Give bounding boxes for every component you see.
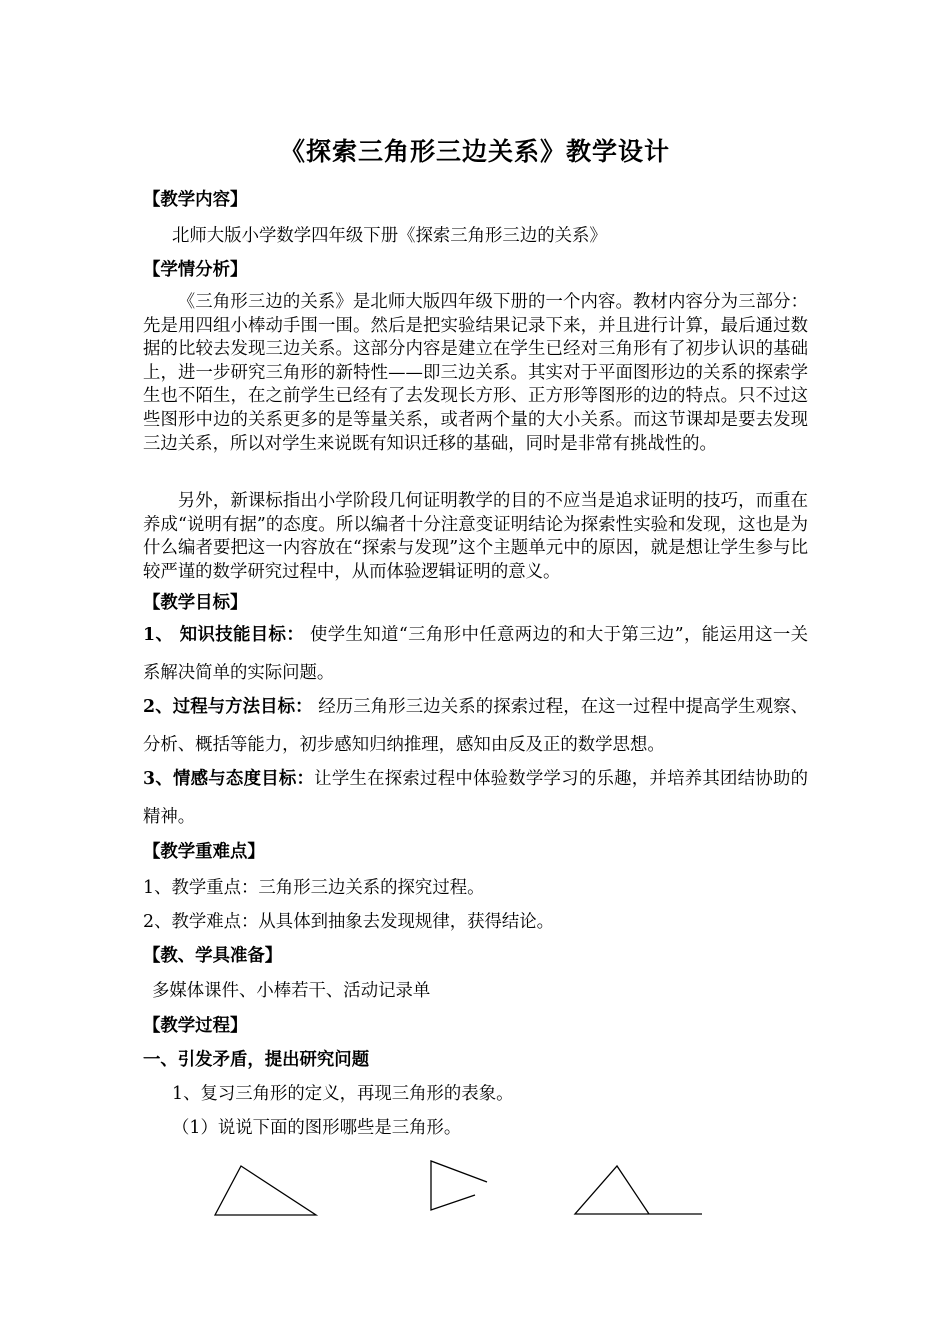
triangle-shape (215, 1166, 316, 1215)
process-sub-1: 1、复习三角形的定义，再现三角形的表象。 (172, 1084, 514, 1104)
section-heading-process: 【教学过程】 (143, 1016, 248, 1036)
prep-text: 多媒体课件、小棒若干、活动记录单 (152, 981, 431, 1001)
keypoint-1: 1、教学重点：三角形三边关系的探究过程。 (143, 878, 485, 898)
process-step-1: 一、引发矛盾，提出研究问题 (143, 1050, 370, 1070)
content-text: 北师大版小学数学四年级下册《探索三角形三边的关系》 (172, 226, 607, 246)
goal-2 (143, 688, 808, 764)
open-angle-shape-1 (431, 1161, 487, 1210)
section-heading-prep: 【教、学具准备】 (143, 946, 283, 966)
goal-2-text: 经历三角形三边关系的探索过程，在这一过程中提高学生观察、分析、概括等能力，初步感知归纳推理，感知由反及正的数学思想。 (143, 697, 809, 755)
open-angle-shape-2 (575, 1166, 702, 1214)
goal-1-text: 使学生知道“三角形中任意两边的和大于第三边”，能运用这一关系解决简单的实际问题。 (143, 625, 809, 683)
goal-2-label: 2、过程与方法目标： (143, 697, 313, 717)
goal-3-label: 3、情感与态度目标： (143, 769, 315, 789)
analysis-paragraph-1: 《三角形三边的关系》是北师大版四年级下册的一个内容。教材内容分为三部分：先是用四组小棒动手围一围。然后是把实验结果记录下来，并且进行计算，最后通过数据的比较去发现三边关系。这部分内容是建立在学生已经对三角形有了初步认识的基础上，进一步研究三角形的新特性——即三边关系。其实对于平面图形边的关系的探索学生也不陌生，在之前学生已经有了去发现长方形、正方形等图形的边的特点。只不过这些图形中边的关系更多的是等量关系，或者两个量的大小关系。而这节课却是要去发现三边关系，所以对学生来说既有知识迁移的基础，同时是非常有挑战性的。 (143, 292, 808, 454)
process-sub-1a: （1）说说下面的图形哪些是三角形。 (172, 1118, 462, 1138)
section-heading-keypoints: 【教学重难点】 (143, 842, 265, 862)
section-heading-content: 【教学内容】 (143, 190, 248, 210)
goal-1 (143, 616, 808, 692)
keypoint-2: 2、教学难点：从具体到抽象去发现规律，获得结论。 (143, 912, 555, 932)
section-heading-analysis: 【学情分析】 (143, 260, 248, 280)
goal-3 (143, 760, 808, 836)
goal-3-text: 让学生在探索过程中体验数学学习的乐趣，并培养其团结协助的精神。 (143, 769, 808, 827)
analysis-paragraph-2: 另外，新课标指出小学阶段几何证明教学的目的不应当是追求证明的技巧，而重在养成“说明有据”的态度。所以编者十分注意变证明结论为探索性实验和发现，这也是为什么编者要把这一内容放在“探索与发现”这个主题单元中的原因，就是想让学生参与比较严谨的数学研究过程中，从而体验逻辑证明的意义。 (143, 491, 808, 582)
document-title: 《探索三角形三边关系》教学设计 (279, 137, 670, 166)
section-heading-goals: 【教学目标】 (143, 593, 248, 613)
shape-figures (0, 1150, 950, 1230)
goal-1-label: 1、 知识技能目标： (143, 625, 305, 645)
